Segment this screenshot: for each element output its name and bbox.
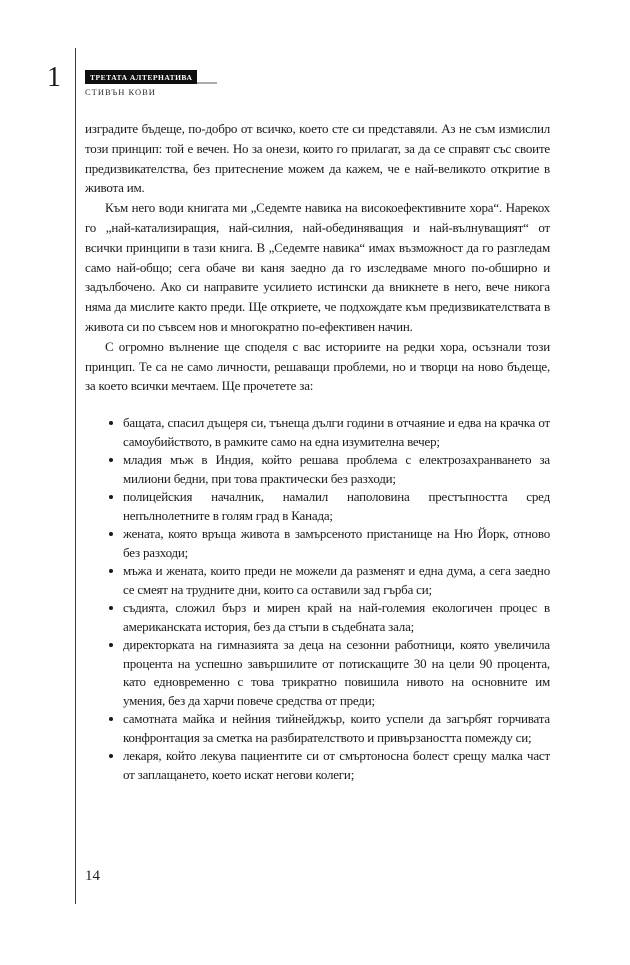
body-text <box>85 119 550 784</box>
bullet-item <box>85 747 550 784</box>
bullet-text: директорката на гимназията за деца на сезонни работници, която увеличила процента на успешно завършилите от потискащите 30 на цели 90 процента, като едновременно с това трикратно повишила нивото на основните им умения, без да харчи повече средства от преди; <box>123 637 550 708</box>
bullet-text: мъжа и жената, които преди не можели да разменят и една дума, а сега заедно се смеят на трудните дни, които са оставили зад гърба си; <box>123 563 550 597</box>
bullet-text: самотната майка и нейния тийнейджър, които успели да загърбят горчивата конфронтация за сметка на разбирателството и привързаността помежду си; <box>123 711 550 745</box>
paragraphs-container <box>85 119 550 396</box>
bullet-item <box>85 414 550 451</box>
bullet-item <box>85 488 550 525</box>
bullet-item <box>85 599 550 636</box>
bullet-text: младия мъж в Индия, който решава проблема с електрозахранването за милиони бедни, при това практически без разходи; <box>123 452 550 486</box>
bullet-icon <box>109 495 113 499</box>
bullet-icon <box>109 717 113 721</box>
title-underline <box>197 82 217 84</box>
bullet-icon <box>109 532 113 536</box>
margin-rule <box>75 48 76 904</box>
bullet-text: жената, която връща живота в замърсеното пристанище на Ню Йорк, отново без разходи; <box>123 526 550 560</box>
bullet-item <box>85 636 550 710</box>
bullet-item <box>85 525 550 562</box>
bullet-icon <box>109 569 113 573</box>
author-name: СТИВЪН КОВИ <box>85 87 156 97</box>
paragraph: изградите бъдеще, по-добро от всичко, което сте си представяли. Аз не съм измислил този принцип: той е вечен. Но за онези, които го прилагат, за да се справят със своите предизвикателства, без притеснение можем да кажем, че е най-великото откритие в живота им. <box>85 121 550 196</box>
bullet-item <box>85 451 550 488</box>
paragraph: С огромно вълнение ще споделя с вас историите на редки хора, осъзнали този принцип. Те са не само личности, решаващи проблеми, но и творци на ново бъдеще, за което всички мечтаем. Ще прочетете за: <box>85 338 550 394</box>
page-number: 14 <box>85 868 100 884</box>
running-header <box>85 70 217 97</box>
book-title-bar: ТРЕТАТА АЛТЕРНАТИВА <box>85 70 197 84</box>
bullet-icon <box>109 643 113 647</box>
bullet-item <box>85 710 550 747</box>
bullet-list <box>85 414 550 784</box>
bullet-item <box>85 562 550 599</box>
paragraph: Към него води книгата ми „Седемте навика на високоефективните хора“. Нарекох го „най-катализиращия, най-силния, най-обединяващия и най-вълнуващият“ от всички принципи в тази книга. В „Седемте навика“ имах възможност да го разгледам само най-общо; сега обаче ви каня заедно да го изследваме много по-обширно и задълбочено. Ако си направите усилието истински да вникнете в него, вече никога няма да мислите както преди. Ще откриете, че подхождате към предизвикателствата в живота си по съвсем нов и многократно по-ефективен начин. <box>85 200 550 334</box>
bullet-icon <box>109 606 113 610</box>
bullet-icon <box>109 458 113 462</box>
bullet-icon <box>109 754 113 758</box>
bullet-icon <box>109 421 113 425</box>
chapter-number: 1 <box>47 62 61 93</box>
bullet-text: бащата, спасил дъщеря си, тънеща дълги години в отчаяние и едва на крачка от самоубийството, в рамките само на една изумителна вечер; <box>123 415 550 449</box>
bullet-text: съдията, сложил бърз и мирен край на най-големия екологичен процес в американската история, без да стъпи в съдебната зала; <box>123 600 550 634</box>
bullet-text: лекаря, който лекува пациентите си от смъртоносна болест срещу малка част от заплащането, което искат негови колеги; <box>123 748 550 782</box>
title-row <box>85 70 217 84</box>
bullet-text: полицейския началник, намалил наполовина престъпността сред непълнолетните в голям град в Канада; <box>123 489 550 523</box>
